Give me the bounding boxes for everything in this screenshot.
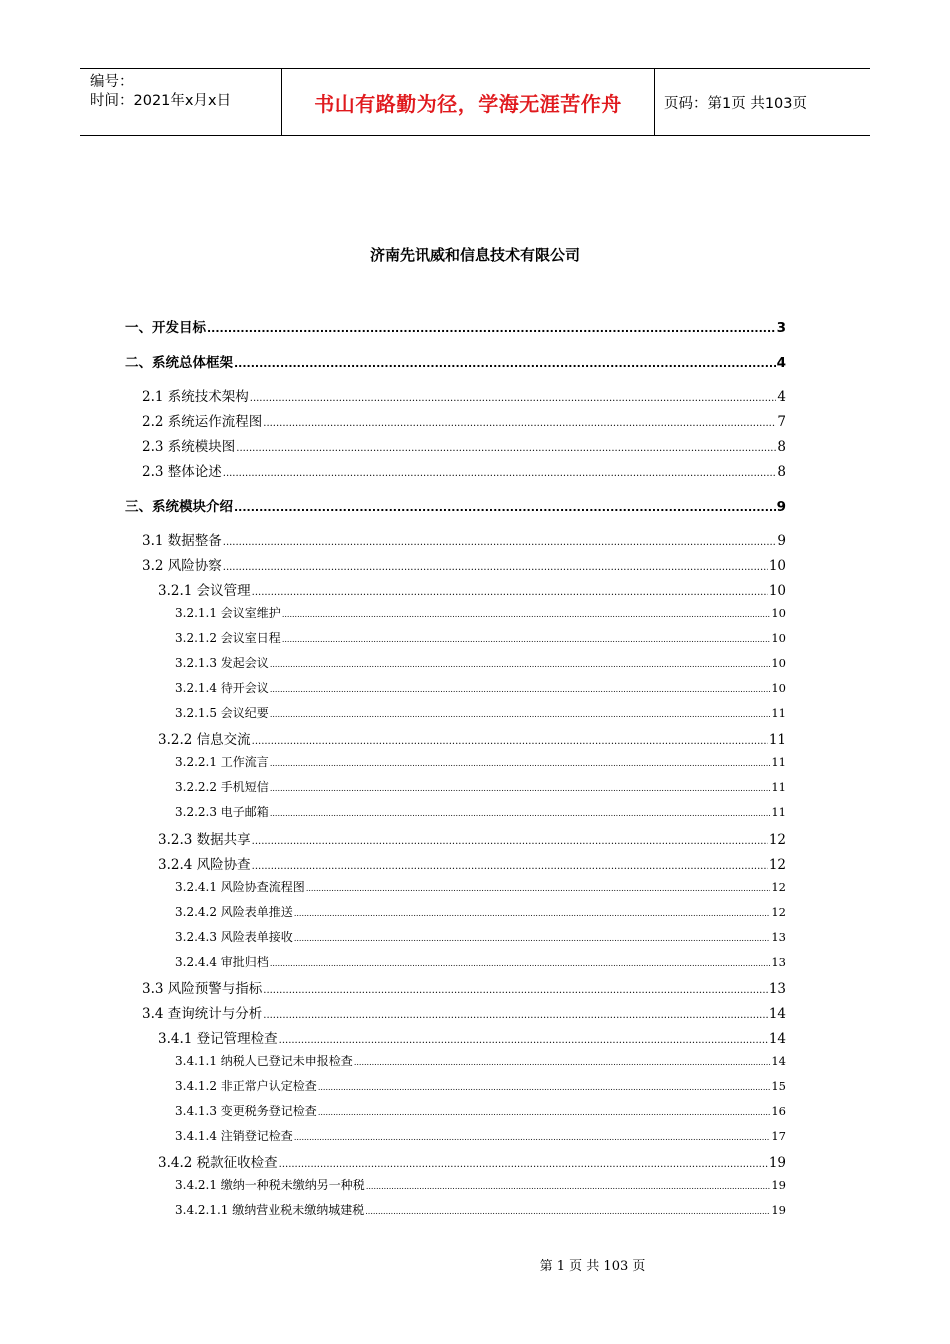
toc-entry-title: 3.2.1.3 发起会议 xyxy=(175,656,269,670)
toc-entry[interactable] xyxy=(175,1052,786,1069)
page-footer xyxy=(0,1255,950,1274)
toc-dot-leader xyxy=(223,562,768,573)
toc-entry[interactable] xyxy=(158,853,786,873)
toc-entry-title: 3.2.4.4 审批归档 xyxy=(175,955,269,969)
toc-entry-page: 19 xyxy=(768,1155,786,1171)
toc-entry-title: 2.2 系统运作流程图 xyxy=(142,414,263,430)
toc-entry-page: 10 xyxy=(768,558,786,574)
toc-entry-title: 3.2.2.3 电子邮箱 xyxy=(175,805,269,819)
toc-entry[interactable] xyxy=(142,385,786,405)
toc-entry[interactable] xyxy=(175,1201,786,1218)
toc-entry[interactable] xyxy=(158,728,786,748)
toc-dot-leader xyxy=(207,322,776,335)
toc-entry-page: 4 xyxy=(777,389,786,405)
toc-dot-leader xyxy=(252,836,768,847)
toc-entry-page: 11 xyxy=(771,755,786,769)
toc-entry-title: 3.2 风险协察 xyxy=(142,558,222,574)
toc-entry-title: 3.2.2.2 手机短信 xyxy=(175,780,269,794)
toc-entry[interactable] xyxy=(125,351,786,371)
toc-dot-leader xyxy=(270,759,771,768)
toc-entry-page: 12 xyxy=(768,857,786,873)
toc-entry[interactable] xyxy=(175,928,786,945)
header-meta xyxy=(90,73,280,111)
toc-entry-title: 3.4.2 税款征收检查 xyxy=(158,1155,278,1171)
toc-entry[interactable] xyxy=(175,704,786,721)
toc-entry-page: 16 xyxy=(771,1104,786,1118)
toc-entry[interactable] xyxy=(175,1077,786,1094)
toc-entry-title: 3.4.2.1.1 缴纳营业税未缴纳城建税 xyxy=(175,1203,365,1217)
toc-entry-title: 3.2.2 信息交流 xyxy=(158,732,251,748)
toc-entry-title: 3.2.4.1 风险协查流程图 xyxy=(175,880,305,894)
toc-dot-leader xyxy=(270,660,771,669)
toc-entry-title: 3.2.3 数据共享 xyxy=(158,832,251,848)
toc-entry-page: 10 xyxy=(771,681,786,695)
toc-dot-leader xyxy=(252,861,768,872)
toc-entry[interactable] xyxy=(125,495,786,515)
toc-entry-page: 8 xyxy=(777,439,786,455)
toc-entry[interactable] xyxy=(175,778,786,795)
toc-dot-leader xyxy=(318,1108,771,1117)
toc-dot-leader xyxy=(234,501,776,514)
toc-entry[interactable] xyxy=(175,1127,786,1144)
toc-entry[interactable] xyxy=(158,1027,786,1047)
toc-entry-page: 19 xyxy=(771,1178,786,1192)
toc-entry-title: 三、系统模块介绍 xyxy=(125,499,233,515)
toc-entry[interactable] xyxy=(175,903,786,920)
toc-entry-title: 3.2.2.1 工作流言 xyxy=(175,755,269,769)
toc-entry[interactable] xyxy=(158,828,786,848)
toc-entry-page: 12 xyxy=(768,832,786,848)
toc-dot-leader xyxy=(366,1182,771,1191)
toc-entry-title: 3.4.1.1 纳税人已登记未申报检查 xyxy=(175,1054,353,1068)
toc-dot-leader xyxy=(306,884,771,893)
toc-entry-page: 13 xyxy=(771,930,786,944)
toc-entry[interactable] xyxy=(175,1176,786,1193)
toc-dot-leader xyxy=(282,610,771,619)
toc-dot-leader xyxy=(236,443,776,454)
toc-entry-title: 二、系统总体框架 xyxy=(125,355,233,371)
toc-entry-title: 3.2.4.2 风险表单推送 xyxy=(175,905,293,919)
toc-dot-leader xyxy=(318,1083,771,1092)
toc-dot-leader xyxy=(270,710,771,719)
toc-entry-page: 9 xyxy=(776,499,786,515)
toc-entry-title: 3.3 风险预警与指标 xyxy=(142,981,263,997)
toc-entry-page: 14 xyxy=(768,1006,786,1022)
toc-entry-page: 10 xyxy=(771,631,786,645)
toc-entry-title: 3.2.1.2 会议室日程 xyxy=(175,631,281,645)
toc-entry-title: 3.1 数据整备 xyxy=(142,533,222,549)
footer-page-number: 第 1 页 共 103 页 xyxy=(539,1259,646,1274)
toc-entry[interactable] xyxy=(175,803,786,820)
toc-dot-leader xyxy=(365,1207,770,1216)
toc-entry-page: 11 xyxy=(771,805,786,819)
toc-entry-page: 10 xyxy=(771,656,786,670)
toc-entry[interactable] xyxy=(142,529,786,549)
toc-entry-page: 15 xyxy=(771,1079,786,1093)
toc-entry-page: 3 xyxy=(776,320,786,336)
toc-entry-title: 3.2.4 风险协查 xyxy=(158,857,251,873)
toc-entry-page: 17 xyxy=(771,1129,786,1143)
toc-dot-leader xyxy=(294,1133,771,1142)
toc-entry-page: 14 xyxy=(768,1031,786,1047)
toc-entry-title: 3.4.1.2 非正常户认定检查 xyxy=(175,1079,317,1093)
toc-entry-title: 3.2.4.3 风险表单接收 xyxy=(175,930,293,944)
toc-entry-title: 2.1 系统技术架构 xyxy=(142,389,249,405)
toc-dot-leader xyxy=(279,1035,768,1046)
toc-entry-page: 7 xyxy=(777,414,786,430)
toc-entry-page: 10 xyxy=(771,606,786,620)
toc-dot-leader xyxy=(263,985,768,996)
toc-entry[interactable] xyxy=(175,1102,786,1119)
toc-entry-page: 11 xyxy=(768,732,786,748)
toc-entry-page: 8 xyxy=(777,464,786,480)
toc-dot-leader xyxy=(223,537,777,548)
header-time-label: 时间：2021年x月x日 xyxy=(90,93,232,109)
toc-dot-leader xyxy=(250,393,777,404)
toc-dot-leader xyxy=(263,1010,768,1021)
toc-entry[interactable] xyxy=(142,1002,786,1022)
toc-entry-title: 一、开发目标 xyxy=(125,320,206,336)
toc-entry[interactable] xyxy=(142,410,786,430)
toc-dot-leader xyxy=(270,685,771,694)
toc-entry-page: 12 xyxy=(771,880,786,894)
toc-dot-leader xyxy=(294,934,771,943)
toc-entry-title: 3.2.1.4 待开会议 xyxy=(175,681,269,695)
toc-entry[interactable] xyxy=(175,604,786,621)
toc-entry-page: 13 xyxy=(768,981,786,997)
toc-dot-leader xyxy=(270,809,771,818)
toc-entry-title: 3.4.1 登记管理检查 xyxy=(158,1031,278,1047)
toc-entry[interactable] xyxy=(142,977,786,997)
toc-entry[interactable] xyxy=(125,316,786,336)
toc-entry-page: 14 xyxy=(771,1054,786,1068)
toc-dot-leader xyxy=(294,909,771,918)
toc-entry[interactable] xyxy=(175,629,786,646)
page-header xyxy=(80,68,870,136)
toc-dot-leader xyxy=(252,736,768,747)
toc-entry-page: 13 xyxy=(771,955,786,969)
toc-entry[interactable] xyxy=(142,435,786,455)
toc-entry-title: 2.3 整体论述 xyxy=(142,464,222,480)
toc-entry-page: 9 xyxy=(777,533,786,549)
toc-entry[interactable] xyxy=(175,878,786,895)
toc-dot-leader xyxy=(234,357,776,370)
toc-entry-page: 19 xyxy=(771,1203,786,1217)
toc-entry[interactable] xyxy=(175,679,786,696)
company-title: 济南先讯威和信息技术有限公司 xyxy=(369,246,580,264)
toc-dot-leader xyxy=(282,635,771,644)
toc-entry[interactable] xyxy=(142,460,786,480)
header-page-info: 页码：第1页 共103页 xyxy=(664,95,808,112)
toc-entry-page: 11 xyxy=(771,706,786,720)
toc-entry[interactable] xyxy=(142,554,786,574)
toc-dot-leader xyxy=(263,418,776,429)
toc-entry[interactable] xyxy=(158,1151,786,1171)
toc-dot-leader xyxy=(354,1058,771,1067)
toc-dot-leader xyxy=(270,959,771,968)
toc-entry-page: 4 xyxy=(776,355,786,371)
header-motto: 书山有路勤为径，学海无涯苦作舟 xyxy=(314,91,622,116)
header-divider xyxy=(654,69,655,135)
toc-entry-title: 3.4.1.4 注销登记检查 xyxy=(175,1129,293,1143)
toc-dot-leader xyxy=(223,468,777,479)
toc-entry-title: 3.4 查询统计与分析 xyxy=(142,1006,263,1022)
toc-entry-title: 3.2.1.5 会议纪要 xyxy=(175,706,269,720)
toc-dot-leader xyxy=(279,1159,768,1170)
toc-entry[interactable] xyxy=(158,579,786,599)
toc-entry-page: 10 xyxy=(768,583,786,599)
toc-entry-page: 11 xyxy=(771,780,786,794)
toc-dot-leader xyxy=(252,587,768,598)
toc-entry-title: 3.4.1.3 变更税务登记检查 xyxy=(175,1104,317,1118)
toc-entry-title: 3.4.2.1 缴纳一种税未缴纳另一种税 xyxy=(175,1178,365,1192)
toc-dot-leader xyxy=(270,784,771,793)
toc-entry[interactable] xyxy=(175,953,786,970)
toc-entry-title: 2.3 系统模块图 xyxy=(142,439,236,455)
toc-entry-title: 3.2.1.1 会议室维护 xyxy=(175,606,281,620)
header-number-label: 编号： xyxy=(90,74,134,90)
toc-entry-title: 3.2.1 会议管理 xyxy=(158,583,251,599)
toc-entry[interactable] xyxy=(175,654,786,671)
toc-entry[interactable] xyxy=(175,753,786,770)
toc-entry-page: 12 xyxy=(771,905,786,919)
